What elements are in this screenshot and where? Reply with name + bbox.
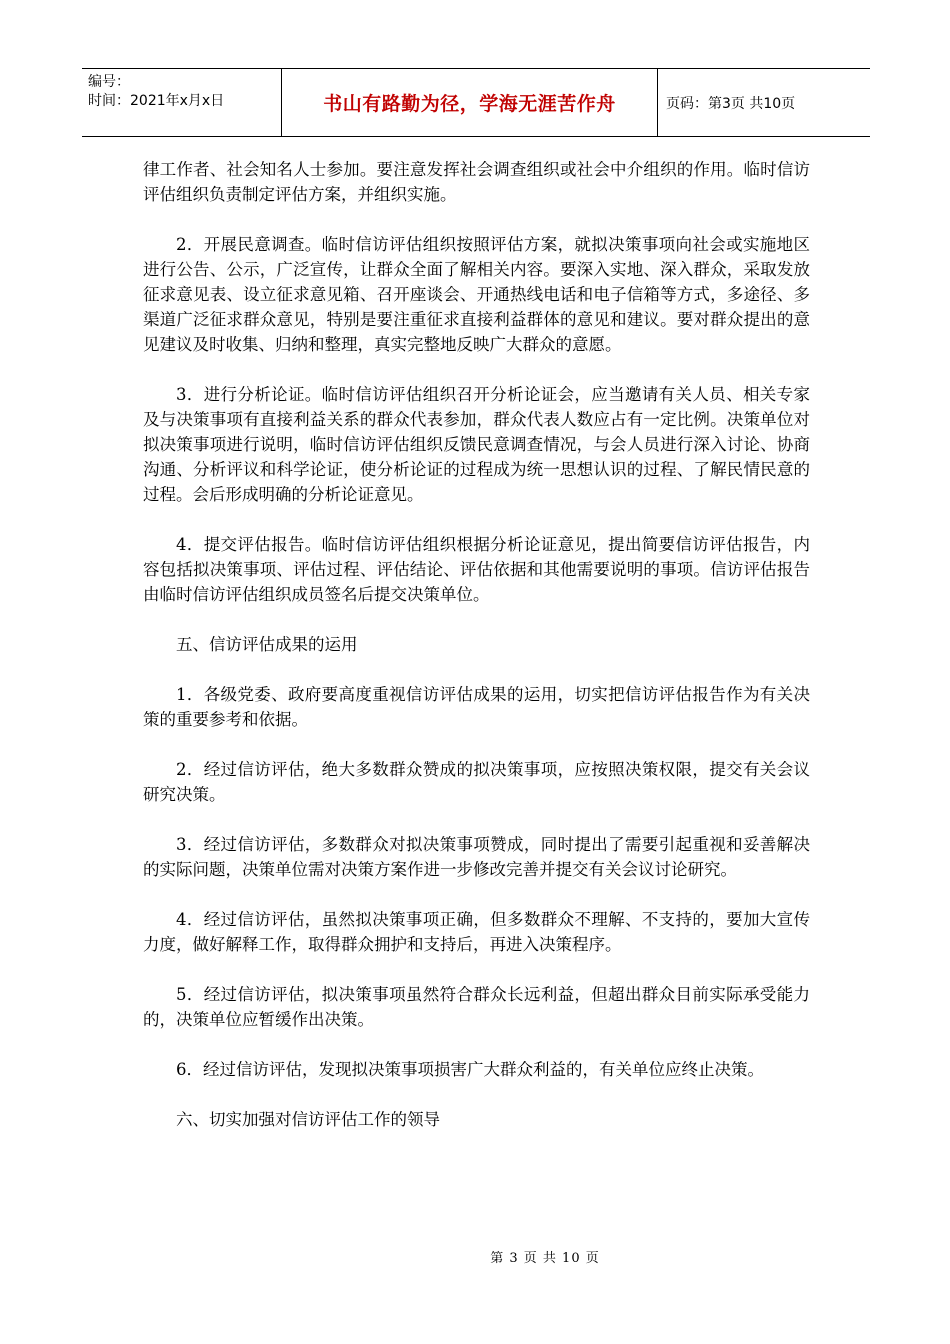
section-heading: 五、信访评估成果的运用 [176,635,358,654]
body-paragraph: 5．经过信访评估，拟决策事项虽然符合群众长远利益，但超出群众目前实际承受能力的，决策单位应暂缓作出决策。 [143,985,810,1029]
page-footer: 第 3 页 共 10 页 [490,1251,600,1266]
document-date-label: 时间：2021年x月x日 [88,93,225,109]
header-motto: 书山有路勤为径，学海无涯苦作舟 [282,69,658,136]
body-paragraph: 4．提交评估报告。临时信访评估组织根据分析论证意见，提出简要信访评估报告，内容包括拟决策事项、评估过程、评估结论、评估依据和其他需要说明的事项。信访评估报告由临时信访评估组织成员签名后提交决策单位。 [143,535,810,604]
body-paragraph: 律工作者、社会知名人士参加。要注意发挥社会调查组织或社会中介组织的作用。临时信访评估组织负责制定评估方案，并组织实施。 [143,160,810,204]
body-paragraph: 3．进行分析论证。临时信访评估组织召开分析论证会，应当邀请有关人员、相关专家及与决策事项有直接利益关系的群众代表参加，群众代表人数应占有一定比例。决策单位对拟决策事项进行说明，临时信访评估组织反馈民意调查情况，与会人员进行深入讨论、协商沟通、分析评议和科学论证，使分析论证的过程成为统一思想认识的过程、了解民情民意的过程。会后形成明确的分析论证意见。 [143,385,810,504]
body-paragraph: 3．经过信访评估，多数群众对拟决策事项赞成，同时提出了需要引起重视和妥善解决的实际问题，决策单位需对决策方案作进一步修改完善并提交有关会议讨论研究。 [143,835,810,879]
document-number-label: 编号： [88,74,130,90]
header-meta [82,69,282,136]
body-paragraph: 4．经过信访评估，虽然拟决策事项正确，但多数群众不理解、不支持的，要加大宣传力度，做好解释工作，取得群众拥护和支持后，再进入决策程序。 [143,910,810,954]
document-body [143,157,810,1132]
header-page-info: 页码：第3页 共10页 [666,95,796,112]
body-paragraph: 2．开展民意调查。临时信访评估组织按照评估方案，就拟决策事项向社会或实施地区进行公告、公示，广泛宣传，让群众全面了解相关内容。要深入实地、深入群众，采取发放征求意见表、设立征求意见箱、召开座谈会、开通热线电话和电子信箱等方式，多途径、多渠道广泛征求群众意见，特别是要注重征求直接利益群体的意见和建议。要对群众提出的意见建议及时收集、归纳和整理，真实完整地反映广大群众的意愿。 [143,235,810,354]
section-heading: 六、切实加强对信访评估工作的领导 [176,1110,440,1129]
body-paragraph: 1．各级党委、政府要高度重视信访评估成果的运用，切实把信访评估报告作为有关决策的重要参考和依据。 [143,685,810,729]
body-paragraph: 2．经过信访评估，绝大多数群众赞成的拟决策事项，应按照决策权限，提交有关会议研究决策。 [143,760,810,804]
page-header [82,68,870,137]
body-paragraph: 6．经过信访评估，发现拟决策事项损害广大群众利益的，有关单位应终止决策。 [176,1060,764,1079]
